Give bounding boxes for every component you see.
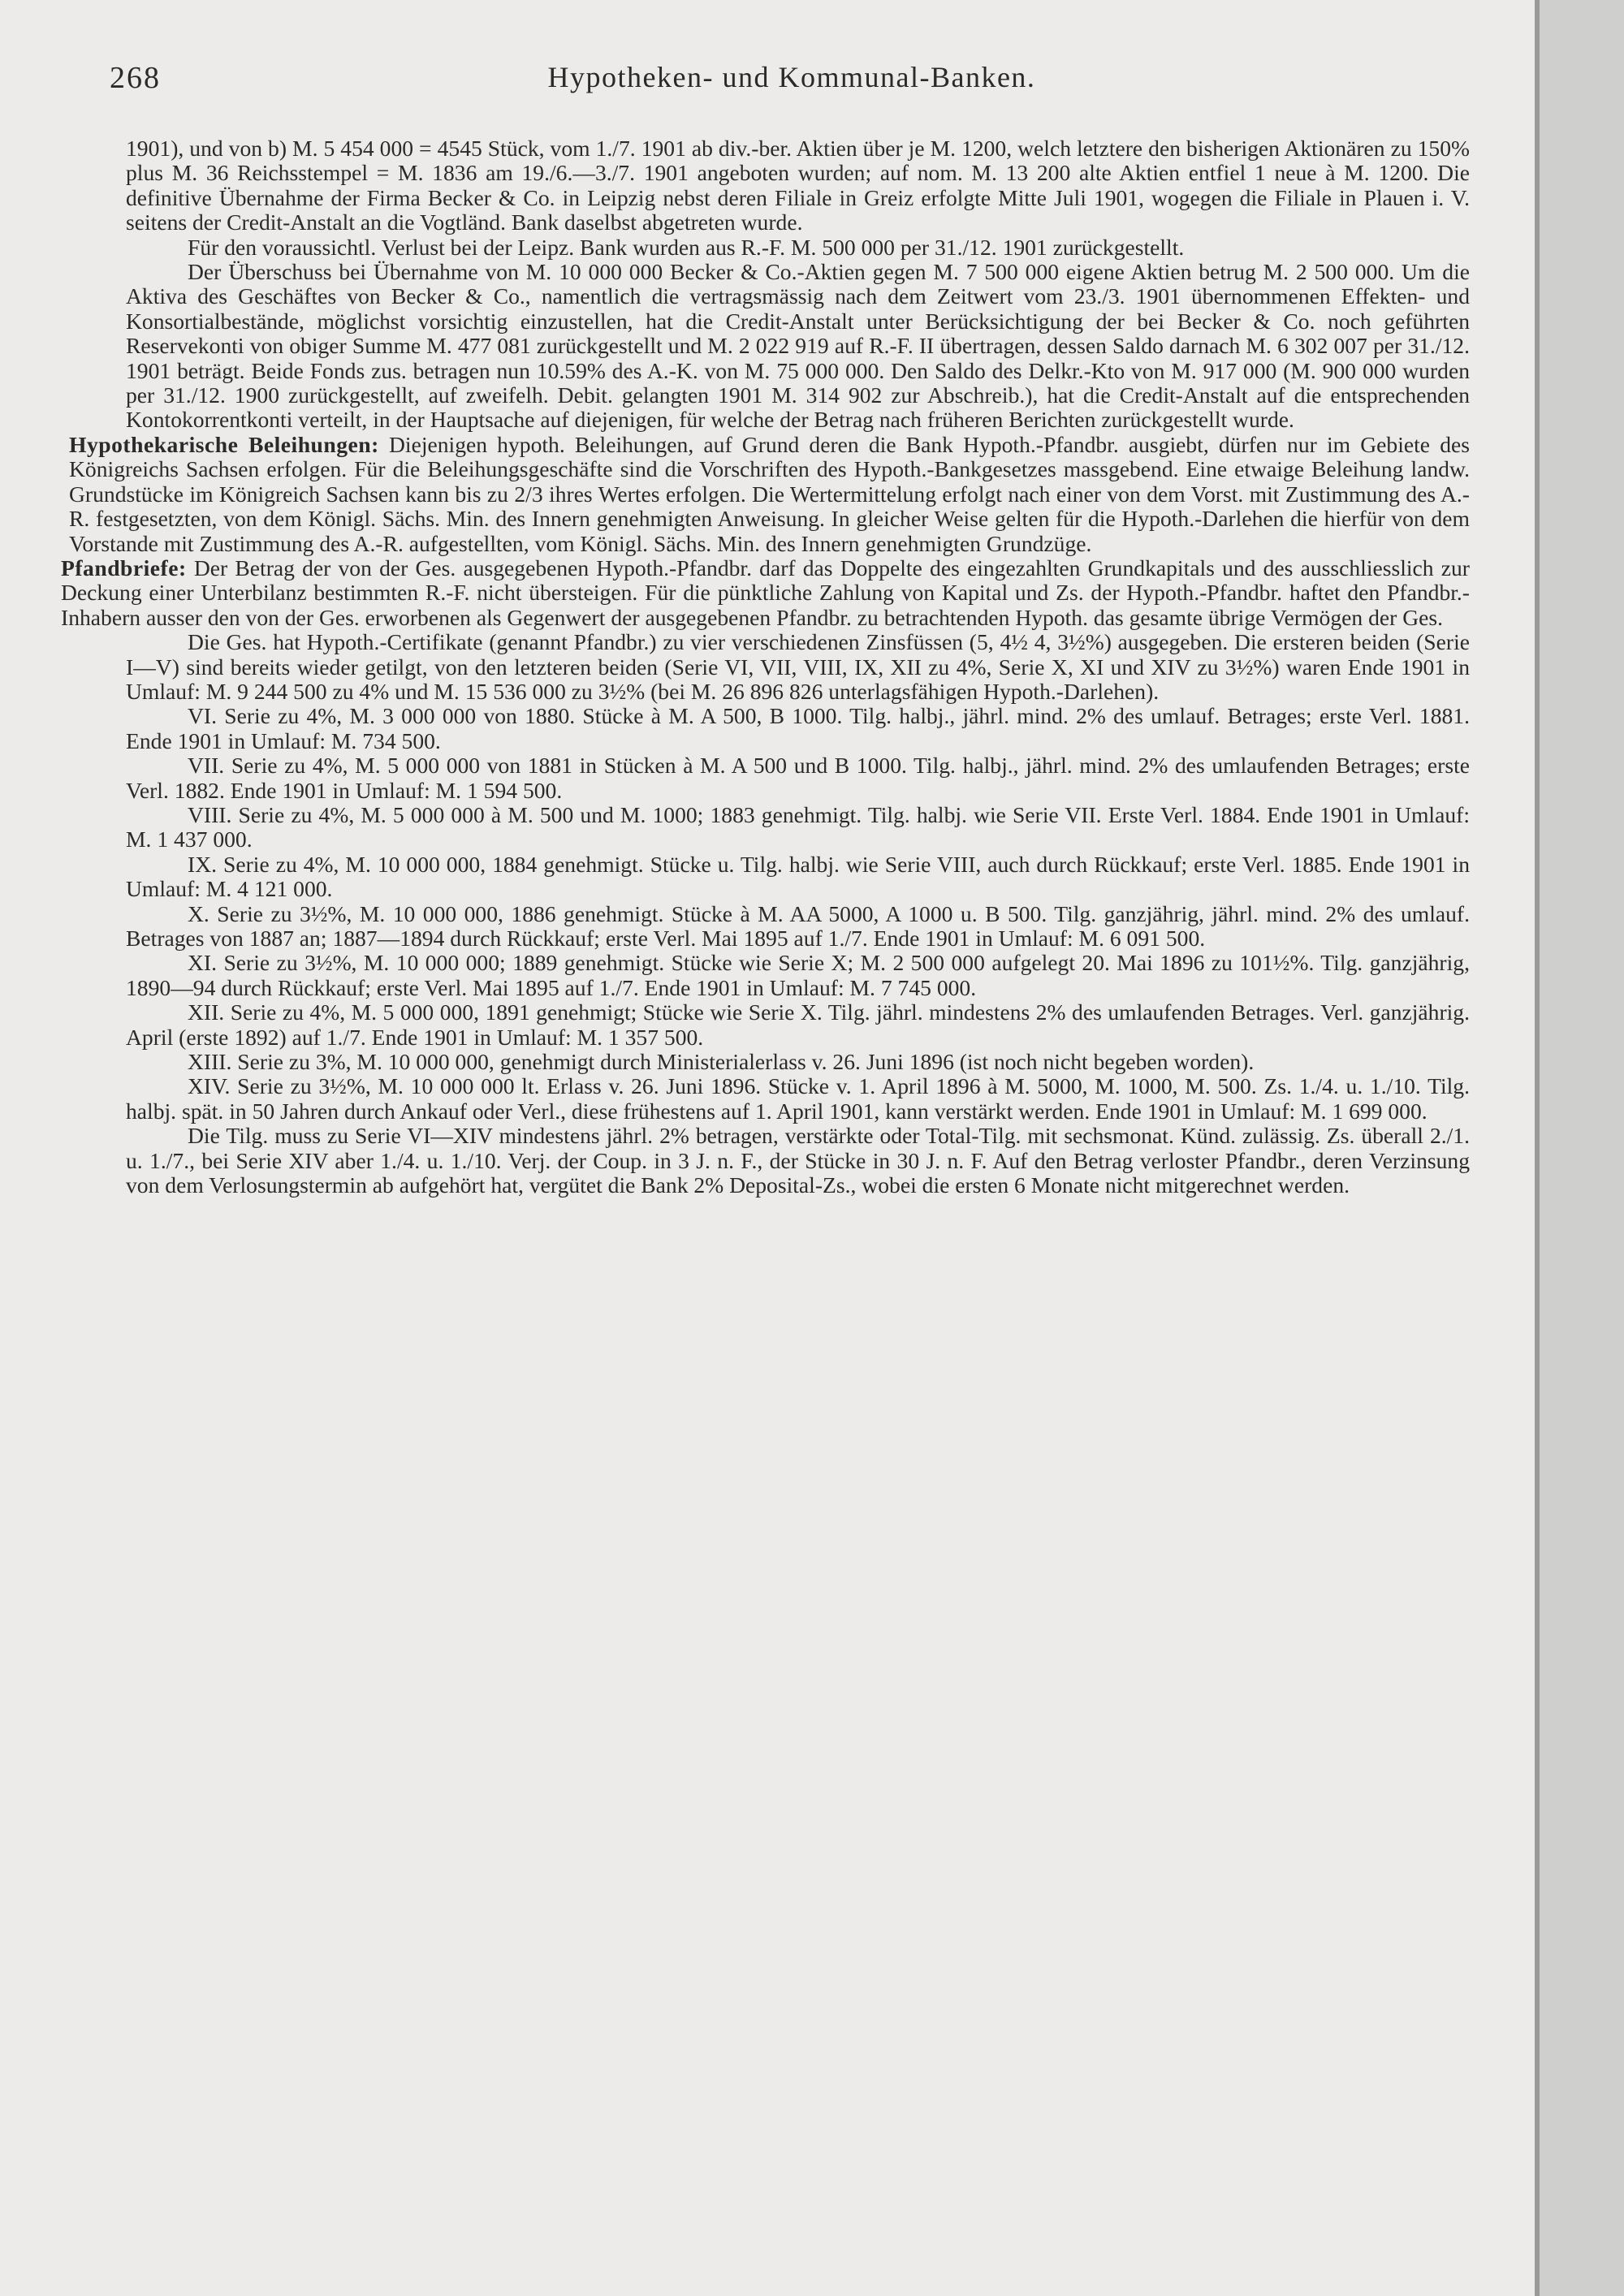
paragraph-serie-vi: VI. Serie zu 4%, M. 3 000 000 von 1880. Stücke à M. A 500, B 1000. Tilg. halbj., jährl. mind. 2% des umlauf. Betrages; erste Verl. 1881. Ende 1901 in Umlauf: M. 734 500. (126, 703, 1470, 753)
paragraph-serie-xii: XII. Serie zu 4%, M. 5 000 000, 1891 genehmigt; Stücke wie Serie X. Tilg. jährl. mindestens 2% des umlaufenden Betrages. Verl. ganzjährig. April (erste 1892) auf 1./7. Ende 1901 in Umlauf: M. 1 357 500. (126, 999, 1470, 1050)
body-text (61, 136, 1470, 1198)
running-title: Hypotheken- und Kommunal-Banken. (547, 61, 1036, 93)
paragraph-serie-viii: VIII. Serie zu 4%, M. 5 000 000 à M. 500 und M. 1000; 1883 genehmigt. Tilg. halbj. wie Serie VII. Erste Verl. 1884. Ende 1901 in Umlauf: M. 1 437 000. (126, 801, 1470, 852)
paragraph-surplus: Der Überschuss bei Übernahme von M. 10 000 000 Becker & Co.-Aktien gegen M. 7 500 000 eigene Aktien betrug M. 2 500 000. Um die Aktiva des Geschäftes von Becker & Co., namentlich die vertragsmässig nach dem Zeitwert vom 23./3. 1901 übernommenen Effekten- und Konsortialbestände, möglichst vorsichtig einzustellen, hat die Credit-Anstalt unter Berücksichtigung der bei Becker & Co. noch geführten Reservekonti von obiger Summe M. 477 081 zurückgestellt und M. 2 022 919 auf R.-F. II übertragen, dessen Saldo darnach M. 6 302 007 per 31./12. 1901 beträgt. Beide Fonds zus. betragen nun 10.59% des A.-K. von M. 75 000 000. Den Saldo des Delkr.-Kto von M. 917 000 (M. 900 000 wurden per 31./12. 1900 zurückgestellt, auf zweifelh. Debit. gelangten 1901 M. 314 902 zur Abschreib.), hat die Credit-Anstalt auf die entsprechenden Kontokorrentkonti verteilt, in der Hauptsache auf diejenigen, für welche der Betrag nach früheren Berichten zurückgestellt wurde. (126, 259, 1470, 433)
paragraph-serie-ix: IX. Serie zu 4%, M. 10 000 000, 1884 genehmigt. Stücke u. Tilg. halbj. wie Serie VIII, auch durch Rückkauf; erste Verl. 1885. Ende 1901 in Umlauf: M. 4 121 000. (126, 851, 1470, 902)
paragraph-loss-reserve: Für den voraussichtl. Verlust bei der Leipz. Bank wurden aus R.-F. M. 500 000 per 31./12. 1901 zurückgestellt. (188, 234, 1185, 260)
section-heading: Pfandbriefe: (61, 555, 187, 580)
paragraph-serie-xi: XI. Serie zu 3½%, M. 10 000 000; 1889 genehmigt. Stücke wie Serie X; M. 2 500 000 aufgelegt 20. Mai 1896 zu 101½%. Tilg. ganzjährig, 1890—94 durch Rückkauf; erste Verl. Mai 1895 auf 1./7. Ende 1901 in Umlauf: M. 7 745 000. (126, 950, 1470, 1000)
paragraph-serie-xiv: XIV. Serie zu 3½%, M. 10 000 000 lt. Erlass v. 26. Juni 1896. Stücke v. 1. April 1896 à M. 5000, M. 1000, M. 500. Zs. 1./4. u. 1./10. Tilg. halbj. spät. in 50 Jahren durch Ankauf oder Verl., diese frühestens auf 1. April 1901, kann verstärkt werden. Ende 1901 in Umlauf: M. 1 699 000. (126, 1073, 1470, 1124)
page-header (110, 60, 1474, 101)
paragraph-capital-increase: 1901), und von b) M. 5 454 000 = 4545 Stück, vom 1./7. 1901 ab div.-ber. Aktien über je M. 1200, welch letztere den bisherigen Aktionären zu 150% plus M. 36 Reichsstempel = M. 1836 am 19./6.—3./7. 1901 angeboten wurden; auf nom. M. 13 200 alte Aktien entfiel 1 neue à M. 1200. Die definitive Übernahme der Firma Becker & Co. in Leipzig nebst deren Filiale in Greiz erfolgte Mitte Juli 1901, wogegen die Filiale in Plauen i. V. seitens der Credit-Anstalt an die Vogtländ. Bank daselbst abgetreten wurde. (126, 136, 1470, 235)
section-text: Diejenigen hypoth. Beleihungen, auf Grund deren die Bank Hypoth.-Pfandbr. ausgiebt, dürfen nur im Gebiete des Königreichs Sachsen erfolgen. Für die Beleihungsgeschäfte sind die Vorschriften des Hypoth.-Bankgesetzes massgebend. Eine etwaige Beleihung landw. Grundstücke im Königreich Sachsen kann bis zu 2/3 ihres Wertes erfolgen. Die Wertermittelung erfolgt nach einer von dem Vorst. mit Zustimmung des A.-R. festgesetzten, von dem Königl. Sächs. Min. des Innern genehmigten Anweisung. In gleicher Weise gelten für die Hypoth.-Darlehen die hierfür von dem Vorstande mit Zustimmung des A.-R. aufgestellten, vom Königl. Sächs. Min. des Innern genehmigten Grundzüge. (69, 431, 1470, 556)
paragraph-serie-vii: VII. Serie zu 4%, M. 5 000 000 von 1881 in Stücken à M. A 500 und B 1000. Tilg. halbj., jährl. mind. 2% des umlaufenden Betrages; erste Verl. 1882. Ende 1901 in Umlauf: M. 1 594 500. (126, 753, 1470, 803)
section-text: Der Betrag der von der Ges. ausgegebenen Hypoth.-Pfandbr. darf das Doppelte des eingezahlten Grundkapitals und des ausschliesslich zur Deckung einer Unterbilanz bestimmten R.-F. nicht übersteigen. Für die pünktliche Zahlung von Kapital und Zs. der Hypoth.-Pfandbr. haftet den Pfandbr.-Inhabern ausser den von der Ges. erworbenen als Gegenwert der ausgegebenen Pfandbr. zu betrachtenden Hypoth. das gesamte übrige Vermögen der Ges. (61, 555, 1470, 630)
section-pfandbriefe (61, 556, 1470, 630)
paragraph-tilgung: Die Tilg. muss zu Serie VI—XIV mindestens jährl. 2% betragen, verstärkte oder Total-Tilg. mit sechsmonat. Künd. zulässig. Zs. überall 2./1. u. 1./7., bei Serie XIV aber 1./4. u. 1./10. Verj. der Coup. in 3 J. n. F., der Stücke in 30 J. n. F. Auf den Betrag verloster Pfandbr., deren Verzinsung von dem Verlosungstermin ab aufgehört hat, vergütet die Bank 2% Deposital-Zs., wobei die ersten 6 Monate nicht mitgerechnet werden. (126, 1123, 1470, 1198)
paragraph-serie-xiii: XIII. Serie zu 3%, M. 10 000 000, genehmigt durch Ministerialerlass v. 26. Juni 1896 (ist noch nicht begeben worden). (188, 1049, 1255, 1075)
section-hypothekarische-beleihungen (69, 433, 1470, 556)
page-number: 268 (110, 61, 161, 95)
section-heading: Hypothekarische Beleihungen: (69, 431, 379, 457)
binding-gutter (1535, 0, 1624, 2296)
paragraph-certificates: Die Ges. hat Hypoth.-Certifikate (genannt Pfandbr.) zu vier verschiedenen Zinsfüssen (5, 4½ 4, 3½%) ausgegeben. Die ersteren beiden (Serie I—V) sind bereits wieder getilgt, von den letzteren beiden (Serie VI, VII, VIII, IX, XII zu 4%, Serie X, XI und XIV zu 3½%) waren Ende 1901 in Umlauf: M. 9 244 500 zu 4% und M. 15 536 000 zu 3½% (bei M. 26 896 826 unterlagsfähigen Hypoth.-Darlehen). (126, 629, 1470, 704)
paragraph-serie-x: X. Serie zu 3½%, M. 10 000 000, 1886 genehmigt. Stücke à M. AA 5000, A 1000 u. B 500. Tilg. ganzjährig, jährl. mind. 2% des umlauf. Betrages von 1887 an; 1887—1894 durch Rückkauf; erste Verl. Mai 1895 auf 1./7. Ende 1901 in Umlauf: M. 6 091 500. (126, 900, 1470, 951)
